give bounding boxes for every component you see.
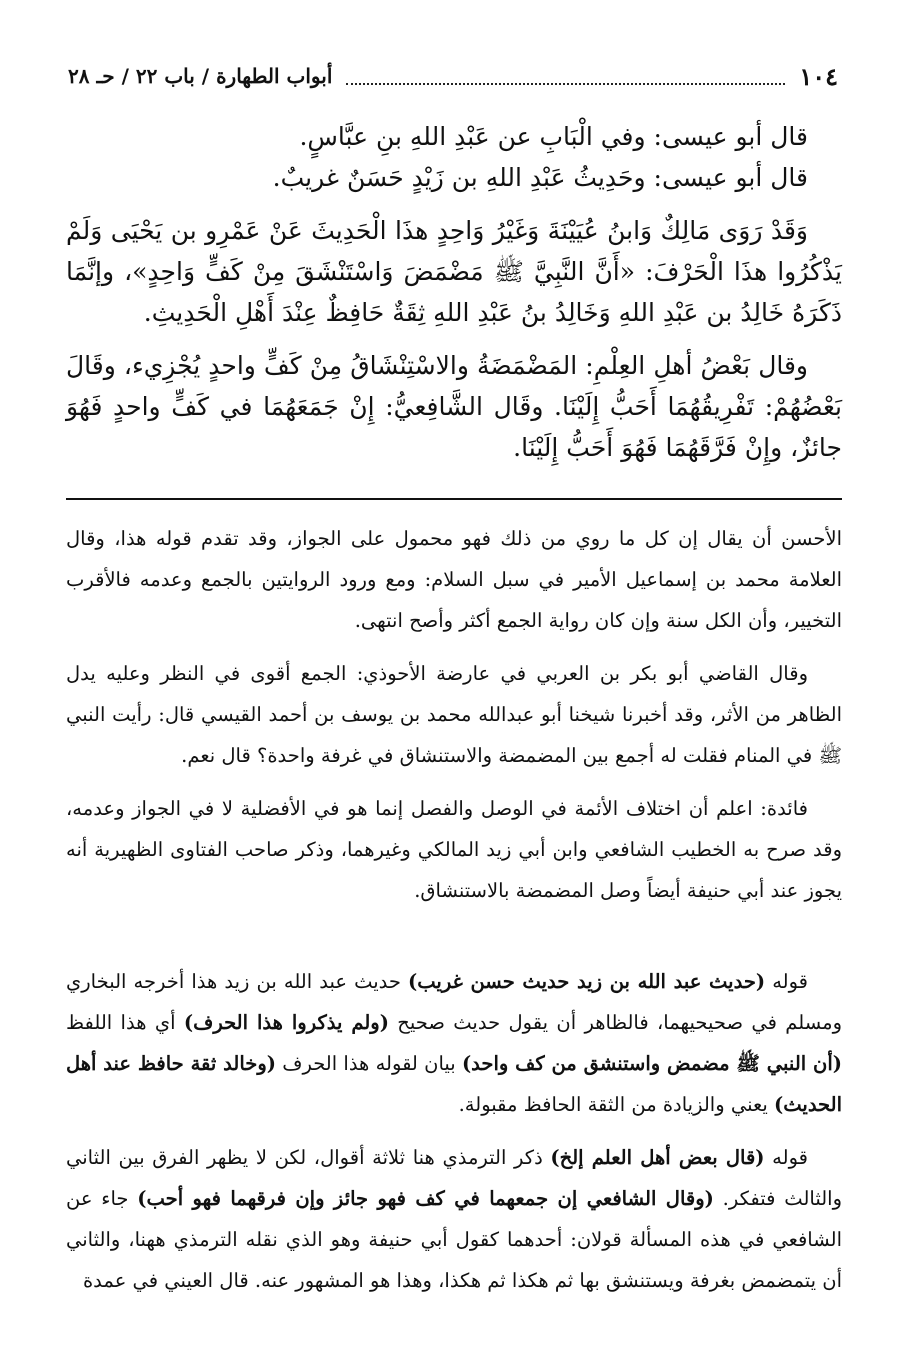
running-title: أبواب الطهارة / باب ٢٢ / حـ ٢٨ — [68, 64, 333, 88]
plain-text: أي هذا اللفظ — [66, 1011, 184, 1034]
plain-text: جاء عن الشافعي في هذه المسألة قولان: أحدهما كقول أبي حنيفة وهو الذي نقله الترمذي ههنا، والثاني أن يتمضمض بغرفة ويستنشق بها ثم هكذا ثم هكذا، وهذا هو المشهور عنه. قال العيني في عمدة — [66, 1187, 842, 1292]
commentary-paragraph-4 — [66, 961, 842, 1125]
page-number: ١٠٤ — [799, 61, 838, 91]
main-text — [66, 116, 842, 480]
page-header — [68, 58, 838, 94]
commentary-paragraph-1: الأحسن أن يقال إن كل ما روي من ذلك فهو محمول على الجواز، وقد تقدم قوله هذا، وقال العلامة محمد بن إسماعيل الأمير في سبل السلام: ومع ورود الروايتين بالجمع وعدمه فالأقرب التخيير، وأن الكل سنة وإن كان رواية الجمع أكثر وأصح انتهى. — [66, 527, 842, 632]
commentary-text — [66, 518, 842, 1313]
plain-text: بيان لقوله هذا الحرف — [275, 1052, 462, 1075]
quoted-matn: (ولم يذكروا هذا الحرف) — [183, 1011, 389, 1034]
quoted-matn: (أن النبي ﷺ مضمض واستنشق من كف واحد) — [461, 1052, 842, 1075]
plain-text: قوله — [765, 970, 808, 993]
quoted-matn: (حديث عبد الله بن زيد حديث حسن غريب) — [408, 970, 766, 993]
matn-paragraph-2: قال أبو عيسى: وحَدِيثُ عَبْدِ اللهِ بن زَيْدٍ حَسَنٌ غريبٌ. — [272, 163, 808, 192]
plain-text: قوله — [764, 1146, 808, 1169]
quoted-matn: (قال بعض أهل العلم إلخ) — [550, 1146, 765, 1169]
quoted-matn: (وخالد ثقة حافظ عند أهل الحديث) — [66, 1052, 842, 1116]
commentary-paragraph-2: وقال القاضي أبو بكر بن العربي في عارضة الأحوذي: الجمع أقوى في النظر وعليه يدل الظاهر من الأثر، وقد أخبرنا شيخنا أبو عبدالله محمد بن يوسف بن أحمد القيسي قال: رأيت النبي ﷺ في المنام فقلت له أجمع بين المضمضة والاستنشاق في غرفة واحدة؟ قال نعم. — [66, 662, 842, 767]
commentary-paragraph-5 — [66, 1137, 842, 1301]
plain-text: يعني والزيادة من الثقة الحافظ مقبولة. — [458, 1093, 775, 1116]
commentary-paragraph-3: فائدة: اعلم أن اختلاف الأئمة في الوصل والفصل إنما هو في الأفضلية لا في الجواز وعدمه، وقد صرح به الخطيب الشافعي وابن أبي زيد المالكي وغيرهما، وذكر صاحب الفتاوى الظهيرية أنه يجوز عند أبي حنيفة أيضاً وصل المضمضة بالاستنشاق. — [66, 797, 842, 902]
quoted-matn: (وقال الشافعي إن جمعهما في كف فهو جائز وإن فرقهما فهو أحب) — [137, 1187, 714, 1210]
plain-text: حديث عبد الله بن زيد هذا أخرجه البخاري ومسلم في صحيحيهما، فالظاهر أن يقول حديث صحيح — [66, 970, 842, 1034]
matn-paragraph-4: وقال بَعْضُ أهلِ العِلْمِ: المَضْمَضَةُ والاسْتِنْشَاقُ مِنْ كَفٍّ واحدٍ يُجْزِيء، وقَالَ بَعْضُهُمْ: تَفْرِيقُهُمَا أَحَبُّ إِلَيْنَا. وقَال الشَّافِعيُّ: إِنْ جَمَعَهُمَا في كَفٍّ واحدٍ فَهُوَ جائزٌ، وإِنْ فَرَّقَهُمَا فَهُوَ أَحَبُّ إِلَيْنَا. — [66, 351, 842, 462]
matn-paragraph-3: وَقَدْ رَوَى مَالِكٌ وَابنُ عُيَيْنَةَ وَغَيْرُ وَاحِدٍ هذَا الْحَدِيثَ عَنْ عَمْرِو بن يَحْيَى وَلَمْ يَذْكُرُوا هذَا الْحَرْفَ: «أَنَّ النَّبِيَّ ﷺ مَضْمَضَ وَاسْتَنْشَقَ مِنْ كَفٍّ وَاحِدٍ»، وإنَّمَا ذَكَرَهُ خَالِدُ بن عَبْدِ اللهِ وَخَالِدُ بنُ عَبْدِ اللهِ ثِقَةٌ حَافِظٌ عِنْدَ أَهْلِ الْحَدِيثِ. — [66, 216, 842, 327]
header-dotted-leader — [346, 83, 785, 85]
commentary-divider — [66, 498, 842, 500]
matn-paragraph-1: قال أبو عيسى: وفي الْبَابِ عن عَبْدِ اللهِ بنِ عبَّاسٍ. — [299, 122, 808, 151]
plain-text: ذكر الترمذي هنا ثلاثة أقوال، لكن لا يظهر الفرق بين الثاني والثالث فتفكر. — [66, 1146, 842, 1210]
